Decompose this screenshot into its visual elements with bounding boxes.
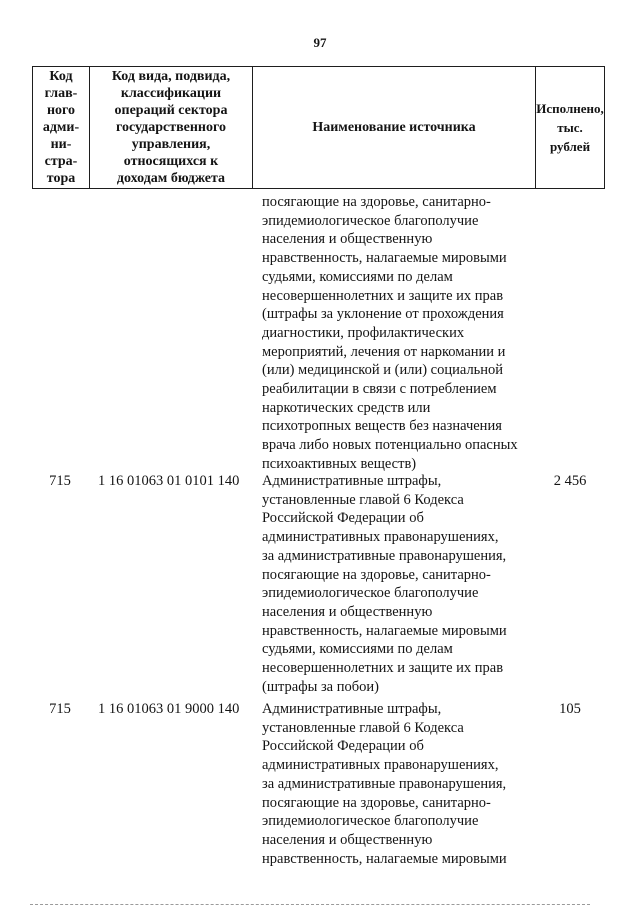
page-bottom-edge [30, 904, 590, 905]
header-class-code: Код вида, подвида, классификации операций сектора государственного управления, относящихся к доходам бюджета [89, 67, 252, 188]
admin-code: 715 [49, 473, 71, 489]
header-executed: Исполнено, тыс. рублей [535, 67, 604, 188]
page-number: 97 [313, 35, 327, 50]
executed-amount: 2 456 [553, 473, 587, 489]
class-code: 1 16 01063 01 0101 140 [98, 473, 240, 489]
table-header [32, 66, 605, 189]
continued-source-text: посягающие на здоровье, санитарно- эпидемиологическое благополучие населения и общественную нравственность, налагаемые мировыми судьями, комиссиями по делам несовершеннолетних и защите их прав (штрафы за уклонение от прохождения диагностики, профилактических мероприятий, лечения от наркомании и (или) медицинской и (или) социальной реабилитации в связи с потреблением наркотических средств или психотропных веществ без назначения врача либо новых потенциально опасных психоактивных веществ) [262, 194, 518, 472]
header-admin-code: Код глав- ного адми- ни- стра- тора [42, 69, 80, 186]
source-name: Административные штрафы, установленные главой 6 Кодекса Российской Федерации об административных правонарушениях, за административные правонарушения, посягающие на здоровье, санитарно- эпидемиологическое благополучие населения и общественную нравственность, налагаемые мировыми судьями, комиссиями по делам несовершеннолетних и защите их прав (штрафы за побои) [262, 473, 507, 695]
class-code: 1 16 01063 01 9000 140 [98, 701, 240, 717]
header-source-name: Наименование источника [252, 67, 535, 188]
executed-amount: 105 [559, 701, 581, 717]
source-name: Административные штрафы, установленные главой 6 Кодекса Российской Федерации об административных правонарушениях, за административные правонарушения, посягающие на здоровье, санитарно- эпидемиологическое благополучие населения и общественную нравственность, налагаемые мировыми [262, 701, 507, 867]
admin-code: 715 [49, 701, 71, 717]
